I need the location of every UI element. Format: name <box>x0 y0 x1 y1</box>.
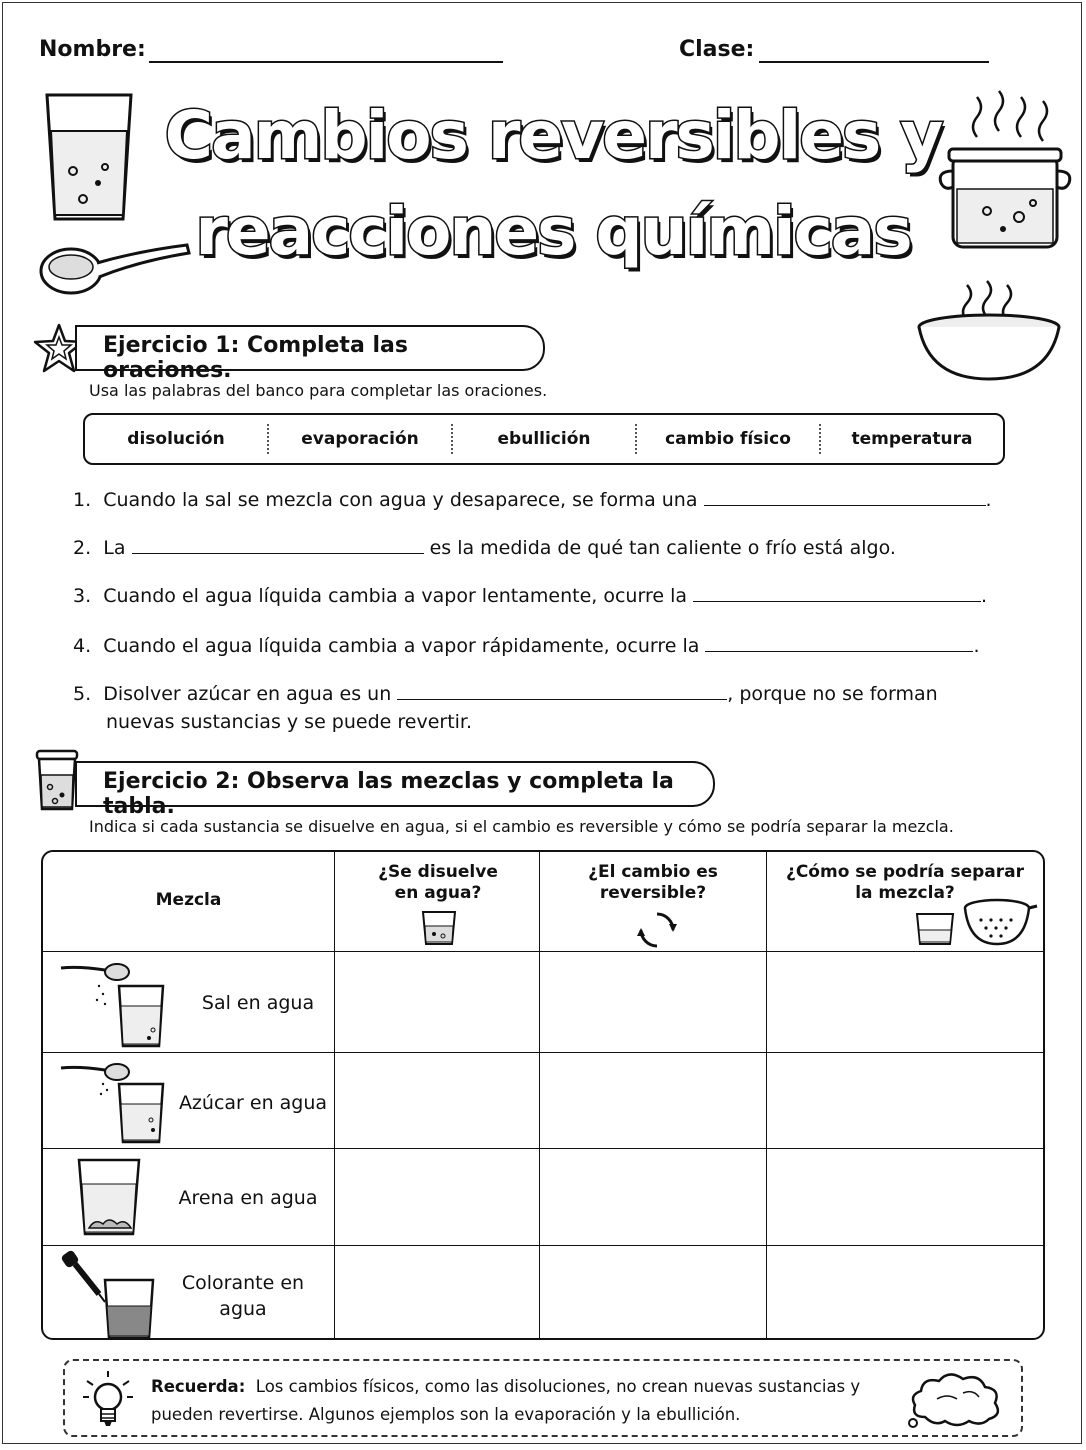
sentence-3 <box>73 583 987 607</box>
lightbulb-icon <box>83 1371 133 1429</box>
sentence-text: Cuando el agua líquida cambia a vapor rápidamente, ocurre la <box>103 635 700 657</box>
reminder-text <box>151 1373 891 1429</box>
title-line-2: reacciones químicas <box>195 193 911 270</box>
answer-cell-separate-sugar[interactable] <box>768 1054 1045 1147</box>
word-bank <box>83 413 1005 465</box>
word-bank-item: disolución <box>127 429 225 449</box>
sentence-text-end: es la medida de qué tan caliente o frío está algo. <box>429 537 896 559</box>
reminder-body: Los cambios físicos, como las disoluciones, no crean nuevas sustancias y pueden revertirse. Algunos ejemplos son la evaporación y la ebullición. <box>151 1377 861 1424</box>
glass-icon <box>35 749 79 811</box>
sentence-number: 3. <box>73 585 92 607</box>
answer-cell-separate-sand[interactable] <box>768 1150 1045 1244</box>
water-glass-icon <box>43 91 135 223</box>
answer-cell-reversible-dye[interactable] <box>541 1247 765 1339</box>
sentence-number: 4. <box>73 635 92 657</box>
title-line-1: Cambios reversibles y <box>164 97 942 174</box>
column-header-reversible: ¿El cambio es reversible? <box>588 862 718 903</box>
column-header-mixture: Mezcla <box>155 890 222 910</box>
answer-blank-4[interactable] <box>705 633 973 652</box>
answer-cell-separate-dye[interactable] <box>768 1247 1045 1339</box>
table-divider <box>43 1148 1043 1149</box>
table-divider <box>766 852 767 1338</box>
table-divider <box>43 951 1043 952</box>
sentence-text-end: , porque no se forman <box>727 683 938 705</box>
answer-cell-separate-salt[interactable] <box>768 953 1045 1051</box>
mixtures-table <box>41 850 1045 1340</box>
reminder-box <box>63 1359 1023 1437</box>
column-header-separate: ¿Cómo se podría separar la mezcla? <box>785 862 1025 903</box>
sentence-text-end: . <box>973 635 980 657</box>
row-label: Arena en agua <box>178 1187 318 1209</box>
sentence-4 <box>73 633 979 657</box>
boiling-pot-icon <box>937 87 1077 257</box>
exercise-1-heading: Ejercicio 1: Completa las oraciones. <box>75 325 545 371</box>
sentence-5 <box>73 681 938 705</box>
reversible-arrows-icon <box>637 910 677 950</box>
answer-cell-dissolves-sugar[interactable] <box>336 1054 538 1147</box>
sentence-number: 1. <box>73 489 92 511</box>
answer-cell-dissolves-sand[interactable] <box>336 1150 538 1244</box>
word-bank-item: evaporación <box>301 429 419 449</box>
answer-cell-dissolves-dye[interactable] <box>336 1247 538 1339</box>
worksheet-page <box>2 2 1082 1444</box>
dropper-dye-glass-icon <box>59 1250 159 1340</box>
steam-cloud-icon <box>907 1369 1007 1431</box>
reminder-label: Recuerda: <box>151 1377 246 1396</box>
sentence-number: 2. <box>73 537 92 559</box>
row-label: Colorante en agua <box>181 1272 305 1320</box>
answer-blank-2[interactable] <box>132 535 424 554</box>
steaming-bowl-icon <box>915 279 1065 385</box>
sand-glass-icon <box>77 1158 141 1236</box>
exercise-2-heading: Ejercicio 2: Observa las mezclas y completa la tabla. <box>75 761 715 807</box>
spoon-sugar-glass-icon <box>59 1060 169 1144</box>
spoon-icon <box>39 239 191 299</box>
answer-blank-3[interactable] <box>693 583 981 602</box>
name-field[interactable] <box>149 61 503 63</box>
sentence-text: Disolver azúcar en agua es un <box>103 683 392 705</box>
word-bank-item: ebullición <box>497 429 591 449</box>
glass-icon <box>421 910 457 946</box>
sentence-1 <box>73 487 992 511</box>
answer-cell-reversible-sugar[interactable] <box>541 1054 765 1147</box>
exercise-1-instructions: Usa las palabras del banco para completar las oraciones. <box>89 381 548 400</box>
answer-cell-reversible-salt[interactable] <box>541 953 765 1051</box>
answer-blank-5[interactable] <box>397 681 727 700</box>
sentence-text-end: . <box>981 585 988 607</box>
sentence-5-continued: nuevas sustancias y se puede revertir. <box>106 711 473 733</box>
word-bank-item: cambio físico <box>665 429 791 449</box>
answer-blank-1[interactable] <box>704 487 986 506</box>
table-divider <box>43 1052 1043 1053</box>
table-divider <box>539 852 540 1338</box>
sentence-text: Cuando la sal se mezcla con agua y desaparece, se forma una <box>103 489 698 511</box>
class-label: Clase: <box>679 37 755 62</box>
word-bank-item: temperatura <box>851 429 973 449</box>
answer-cell-dissolves-salt[interactable] <box>336 953 538 1051</box>
sentence-text: Cuando el agua líquida cambia a vapor lentamente, ocurre la <box>103 585 687 607</box>
answer-cell-reversible-sand[interactable] <box>541 1150 765 1244</box>
row-label: Sal en agua <box>201 992 315 1014</box>
sentence-number: 5. <box>73 683 92 705</box>
table-divider <box>43 1245 1043 1246</box>
colander-icon <box>961 896 1039 948</box>
glass-icon <box>915 912 955 946</box>
sentence-text: La <box>103 537 126 559</box>
sentence-2 <box>73 535 896 559</box>
column-header-dissolves: ¿Se disuelve en agua? <box>378 862 498 903</box>
table-divider <box>334 852 335 1338</box>
class-field[interactable] <box>759 61 989 63</box>
spoon-salt-glass-icon <box>59 960 169 1048</box>
name-label: Nombre: <box>39 37 146 62</box>
row-label: Azúcar en agua <box>178 1092 328 1114</box>
exercise-2-instructions: Indica si cada sustancia se disuelve en agua, si el cambio es reversible y cómo se podría separar la mezcla. <box>89 817 954 836</box>
sentence-text-end: . <box>985 489 992 511</box>
